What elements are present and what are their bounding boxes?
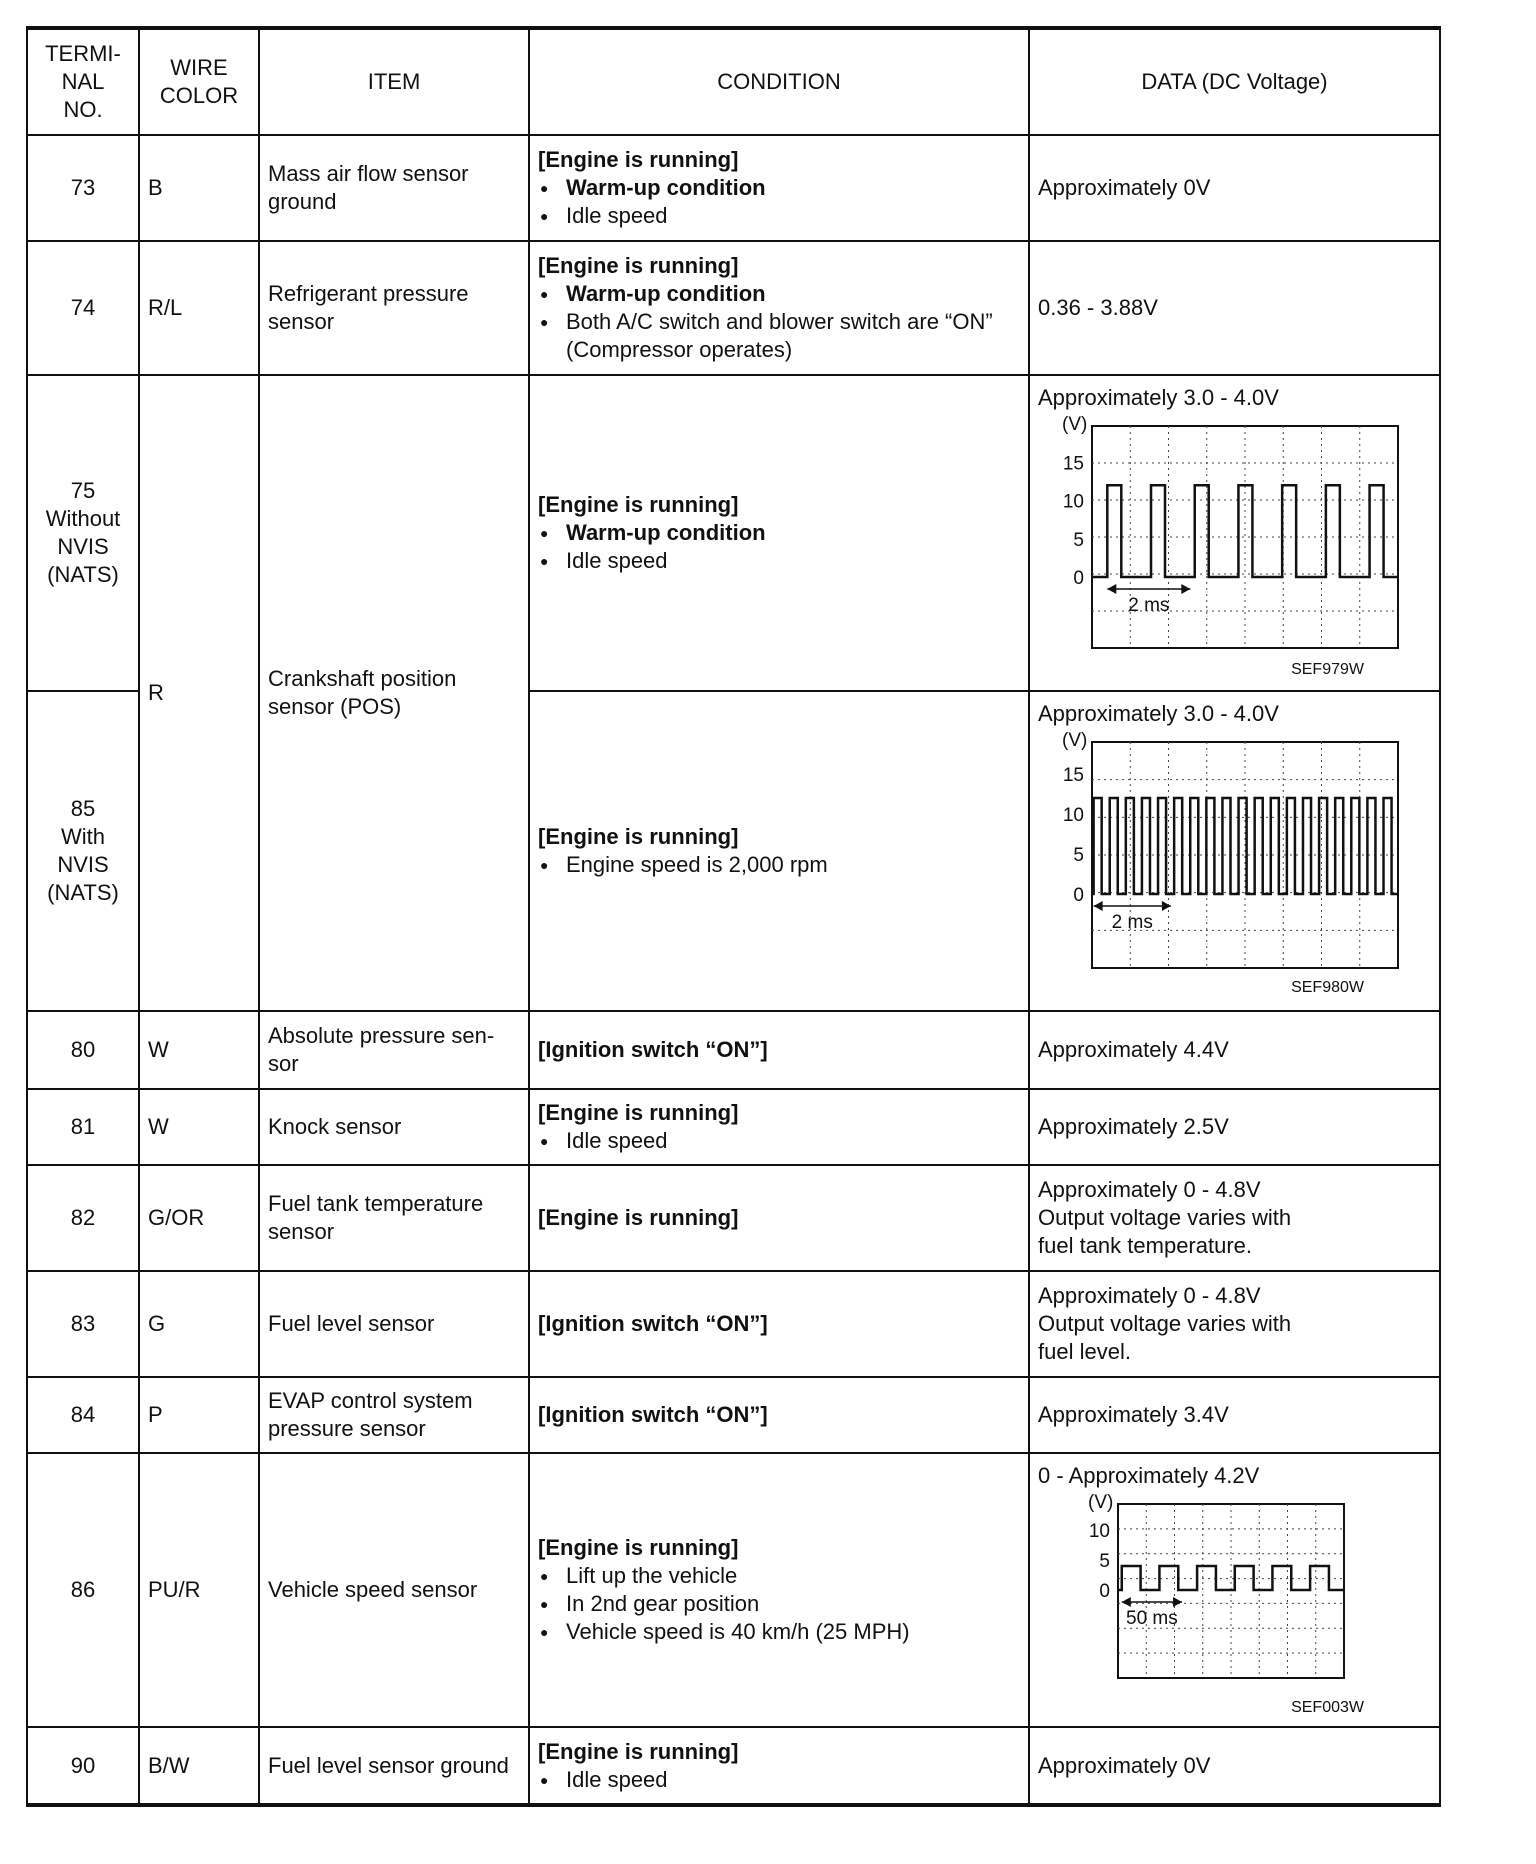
- condition-title: [Engine is running]: [538, 824, 739, 849]
- wire-color-cell: G/OR: [139, 1165, 259, 1271]
- arrow-head: [1094, 901, 1103, 911]
- condition-title: [Ignition switch “ON”]: [538, 1311, 768, 1336]
- condition-bullet: ● Idle speed: [538, 1127, 1020, 1155]
- condition-bullet: ● Warm-up condition: [538, 174, 1020, 202]
- arrow-head: [1162, 901, 1171, 911]
- data-cell: Approximately 0 - 4.8V Output voltage varies with fuel tank temperature.: [1029, 1165, 1440, 1271]
- terminal-cell: 85 With NVIS (NATS): [27, 691, 139, 1011]
- item-cell: Mass air flow sensor ground: [259, 135, 529, 241]
- table-row: [27, 241, 1440, 375]
- y-tick-label: 5: [1073, 845, 1084, 866]
- figure-id-label: SEF979W: [1291, 661, 1364, 678]
- wire-color-cell: B/W: [139, 1727, 259, 1805]
- condition-title: [Engine is running]: [538, 1100, 739, 1125]
- item-cell: Fuel tank temperature sensor: [259, 1165, 529, 1271]
- data-cell: Approximately 0V: [1029, 1727, 1440, 1805]
- arrow-head: [1173, 1597, 1182, 1607]
- condition-bullet: ● Idle speed: [538, 547, 1020, 575]
- item-cell: Vehicle speed sensor: [259, 1453, 529, 1727]
- oscilloscope-chart-sef979w: [1038, 416, 1418, 678]
- data-cell: Approximately 2.5V: [1029, 1089, 1440, 1165]
- item-cell: Fuel level sensor: [259, 1271, 529, 1377]
- condition-bullet: ● Warm-up condition: [538, 280, 1020, 308]
- y-tick-label: 0: [1099, 1581, 1110, 1602]
- table-row: [27, 135, 1440, 241]
- wire-color-cell: B: [139, 135, 259, 241]
- data-cell: Approximately 0 - 4.8V Output voltage varies with fuel level.: [1029, 1271, 1440, 1377]
- time-scale-label: 50 ms: [1126, 1608, 1178, 1629]
- arrow-head: [1122, 1597, 1131, 1607]
- terminal-cell: 82: [27, 1165, 139, 1271]
- item-cell: EVAP control system pressure sensor: [259, 1377, 529, 1453]
- item-cell: Absolute pressure sen-sor: [259, 1011, 529, 1089]
- terminal-cell: 86: [27, 1453, 139, 1727]
- oscilloscope-chart-sef003w: [1038, 1494, 1418, 1716]
- condition-bullet: ● Idle speed: [538, 1766, 1020, 1794]
- condition-continuation: (Compressor operates): [566, 337, 793, 362]
- header-row: [27, 28, 1440, 135]
- condition-bullet: ● Warm-up condition: [538, 519, 1020, 547]
- data-text: Approximately 3.0 - 4.0V: [1038, 385, 1279, 410]
- item-cell: Fuel level sensor ground: [259, 1727, 529, 1805]
- table-row: [27, 1165, 1440, 1271]
- condition-bullet: ● In 2nd gear position: [538, 1590, 1020, 1618]
- data-cell: Approximately 0V: [1029, 135, 1440, 241]
- wire-color-cell: PU/R: [139, 1453, 259, 1727]
- condition-cell: [529, 1089, 1029, 1165]
- condition-cell: [529, 691, 1029, 1011]
- terminal-cell: 74: [27, 241, 139, 375]
- condition-bullet: ● Vehicle speed is 40 km/h (25 MPH): [538, 1618, 1020, 1646]
- terminal-cell: 75 Without NVIS (NATS): [27, 375, 139, 691]
- wire-color-cell: R/L: [139, 241, 259, 375]
- header-wire-color: WIRE COLOR: [139, 28, 259, 135]
- terminal-cell: 84: [27, 1377, 139, 1453]
- condition-title: [Ignition switch “ON”]: [538, 1037, 768, 1062]
- arrow-head: [1181, 584, 1190, 594]
- condition-cell: [529, 1271, 1029, 1377]
- data-cell: [1029, 1453, 1440, 1727]
- condition-cell: [529, 135, 1029, 241]
- condition-title: [Engine is running]: [538, 492, 739, 517]
- y-tick-label: 0: [1073, 568, 1084, 589]
- condition-cell: [529, 1727, 1029, 1805]
- figure-id-label: SEF980W: [1291, 979, 1364, 994]
- table-row: [27, 375, 1440, 691]
- condition-cell: [529, 1165, 1029, 1271]
- condition-title: [Ignition switch “ON”]: [538, 1402, 768, 1427]
- condition-bullet: ● Lift up the vehicle: [538, 1562, 1020, 1590]
- item-cell: Knock sensor: [259, 1089, 529, 1165]
- header-condition: CONDITION: [529, 28, 1029, 135]
- y-tick-label: 10: [1088, 1521, 1110, 1542]
- wire-color-cell: G: [139, 1271, 259, 1377]
- condition-bullet: ● Both A/C switch and blower switch are “ON”: [538, 308, 1020, 336]
- y-axis-label: (V): [1062, 416, 1088, 435]
- terminal-cell: 83: [27, 1271, 139, 1377]
- terminal-data-sheet: [26, 26, 1439, 1807]
- condition-cell: [529, 1011, 1029, 1089]
- wire-color-cell: P: [139, 1377, 259, 1453]
- y-tick-label: 15: [1062, 765, 1084, 786]
- arrow-head: [1107, 584, 1116, 594]
- item-cell: Refrigerant pressure sensor: [259, 241, 529, 375]
- data-cell: Approximately 3.4V: [1029, 1377, 1440, 1453]
- terminal-cell: 90: [27, 1727, 139, 1805]
- y-tick-label: 5: [1073, 529, 1084, 551]
- terminal-cell: 80: [27, 1011, 139, 1089]
- condition-bullet: ● Idle speed: [538, 202, 1020, 230]
- data-cell: Approximately 4.4V: [1029, 1011, 1440, 1089]
- time-scale-label: 2 ms: [1111, 912, 1153, 933]
- condition-title: [Engine is running]: [538, 1535, 739, 1560]
- y-axis-label: (V): [1062, 732, 1088, 751]
- data-text: Approximately 3.0 - 4.0V: [1038, 701, 1279, 726]
- oscilloscope-chart-sef980w: [1038, 732, 1418, 994]
- y-tick-label: 10: [1062, 491, 1084, 513]
- terminal-cell: 73: [27, 135, 139, 241]
- table-row: [27, 1727, 1440, 1805]
- header-item: ITEM: [259, 28, 529, 135]
- table-row: [27, 1377, 1440, 1453]
- condition-title: [Engine is running]: [538, 1205, 739, 1230]
- y-tick-label: 15: [1062, 453, 1084, 475]
- terminal-cell: 81: [27, 1089, 139, 1165]
- table-row: [27, 1011, 1440, 1089]
- y-tick-label: 10: [1062, 805, 1084, 826]
- figure-id-label: SEF003W: [1291, 1699, 1364, 1716]
- data-text: 0 - Approximately 4.2V: [1038, 1463, 1260, 1488]
- condition-cell: [529, 1377, 1029, 1453]
- table-row: [27, 1271, 1440, 1377]
- data-cell: 0.36 - 3.88V: [1029, 241, 1440, 375]
- y-tick-label: 0: [1073, 885, 1084, 906]
- header-terminal-no: TERMI- NAL NO.: [27, 28, 139, 135]
- time-scale-label: 2 ms: [1128, 595, 1170, 616]
- condition-title: [Engine is running]: [538, 1738, 739, 1764]
- header-data: DATA (DC Voltage): [1029, 28, 1440, 135]
- condition-cell: [529, 1453, 1029, 1727]
- condition-cell: [529, 241, 1029, 375]
- condition-title: [Engine is running]: [538, 147, 739, 172]
- table-row: [27, 1089, 1440, 1165]
- data-cell: [1029, 691, 1440, 1011]
- table-row: [27, 1453, 1440, 1727]
- condition-title: [Engine is running]: [538, 253, 739, 278]
- wire-color-cell: W: [139, 1089, 259, 1165]
- data-cell: [1029, 375, 1440, 691]
- y-tick-label: 5: [1099, 1551, 1110, 1572]
- wire-color-cell: W: [139, 1011, 259, 1089]
- wire-color-cell: R: [139, 375, 259, 1011]
- item-cell: Crankshaft position sensor (POS): [259, 375, 529, 1011]
- condition-bullet: ● Engine speed is 2,000 rpm: [538, 851, 1020, 879]
- terminal-table: [26, 26, 1441, 1807]
- condition-cell: [529, 375, 1029, 691]
- y-axis-label: (V): [1088, 1494, 1114, 1513]
